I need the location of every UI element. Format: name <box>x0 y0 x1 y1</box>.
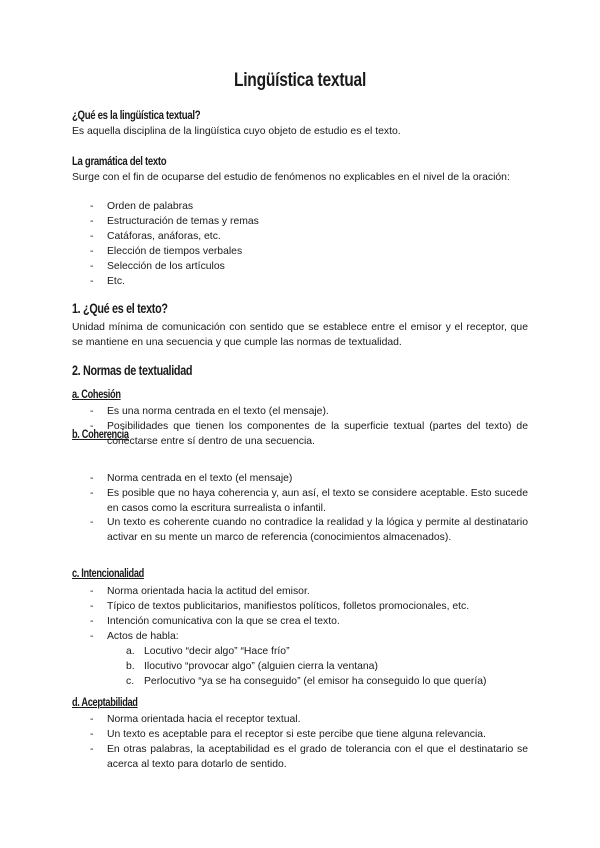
sub-list-item: a. Locutivo “decir algo” “Hace frío” <box>126 646 290 657</box>
aceptabilidad-heading: d. Aceptabilidad <box>72 697 138 709</box>
list-item: - Es posible que no haya coherencia y, aun así, el texto se considere aceptable. Esto sucede en casos como la escritura surrealista o infantil. <box>90 488 528 514</box>
texto-heading: 1. ¿Qué es el texto? <box>72 301 168 316</box>
list-item: - Un texto es coherente cuando no contradice la realidad y la lógica y permite al destinatario activar en su mente un marco de referencia (conocimientos almacenados). <box>90 517 528 543</box>
list-item: - Norma centrada en el texto (el mensaje) <box>90 473 293 484</box>
gramatica-text: Surge con el fin de ocuparse del estudio de fenómenos no explicables en el nivel de la oración: <box>72 172 510 183</box>
list-item: - Elección de tiempos verbales <box>90 246 243 257</box>
list-item: - Típico de textos publicitarios, manifiestos políticos, folletos promocionales, etc. <box>90 601 470 612</box>
intencionalidad-heading: c. Intencionalidad <box>72 568 144 580</box>
normas-heading: 2. Normas de textualidad <box>72 363 193 378</box>
intro-heading: ¿Qué es la lingüística textual? <box>72 108 201 122</box>
list-item: - Posibilidades que tienen los componentes de la superficie textual (partes del texto) de conectarse entre sí dentro de una secuencia. <box>90 421 528 447</box>
list-item: - Orden de palabras <box>90 201 194 212</box>
list-item: - Selección de los artículos <box>90 261 225 272</box>
list-item: - En otras palabras, la aceptabilidad es el grado de tolerancia con el que el destinatario se acerca al texto para dotarlo de sentido. <box>90 744 528 770</box>
gramatica-heading: La gramática del texto <box>72 154 167 168</box>
list-item: - Etc. <box>90 276 125 287</box>
list-item: - Intención comunicativa con la que se crea el texto. <box>90 616 340 627</box>
list-item: - Estructuración de temas y remas <box>90 216 259 227</box>
list-item: - Actos de habla: <box>90 631 179 642</box>
cohesion-heading: a. Cohesión <box>72 389 121 401</box>
list-item: - Norma orientada hacia la actitud del emisor. <box>90 586 310 597</box>
list-item: - Es una norma centrada en el texto (el mensaje). <box>90 406 329 417</box>
coherencia-heading: b. Coherencia <box>72 429 129 441</box>
list-item: - Un texto es aceptable para el receptor si este percibe que tiene alguna relevancia. <box>90 729 486 740</box>
sub-list-item: b. Ilocutivo “provocar algo” (alguien cierra la ventana) <box>126 661 378 672</box>
list-item: - Catáforas, anáforas, etc. <box>90 231 221 242</box>
texto-text: Unidad mínima de comunicación con sentido que se establece entre el emisor y el receptor, que se mantiene en una secuencia y que cumple las normas de textualidad. <box>72 322 528 348</box>
sub-list-item: c. Perlocutivo “ya se ha conseguido” (el emisor ha conseguido lo que quería) <box>126 676 487 687</box>
document-title: Lingüística textual <box>233 70 367 91</box>
intro-text: Es aquella disciplina de la lingüística cuyo objeto de estudio es el texto. <box>72 126 401 137</box>
list-item: - Norma orientada hacia el receptor textual. <box>90 714 301 725</box>
